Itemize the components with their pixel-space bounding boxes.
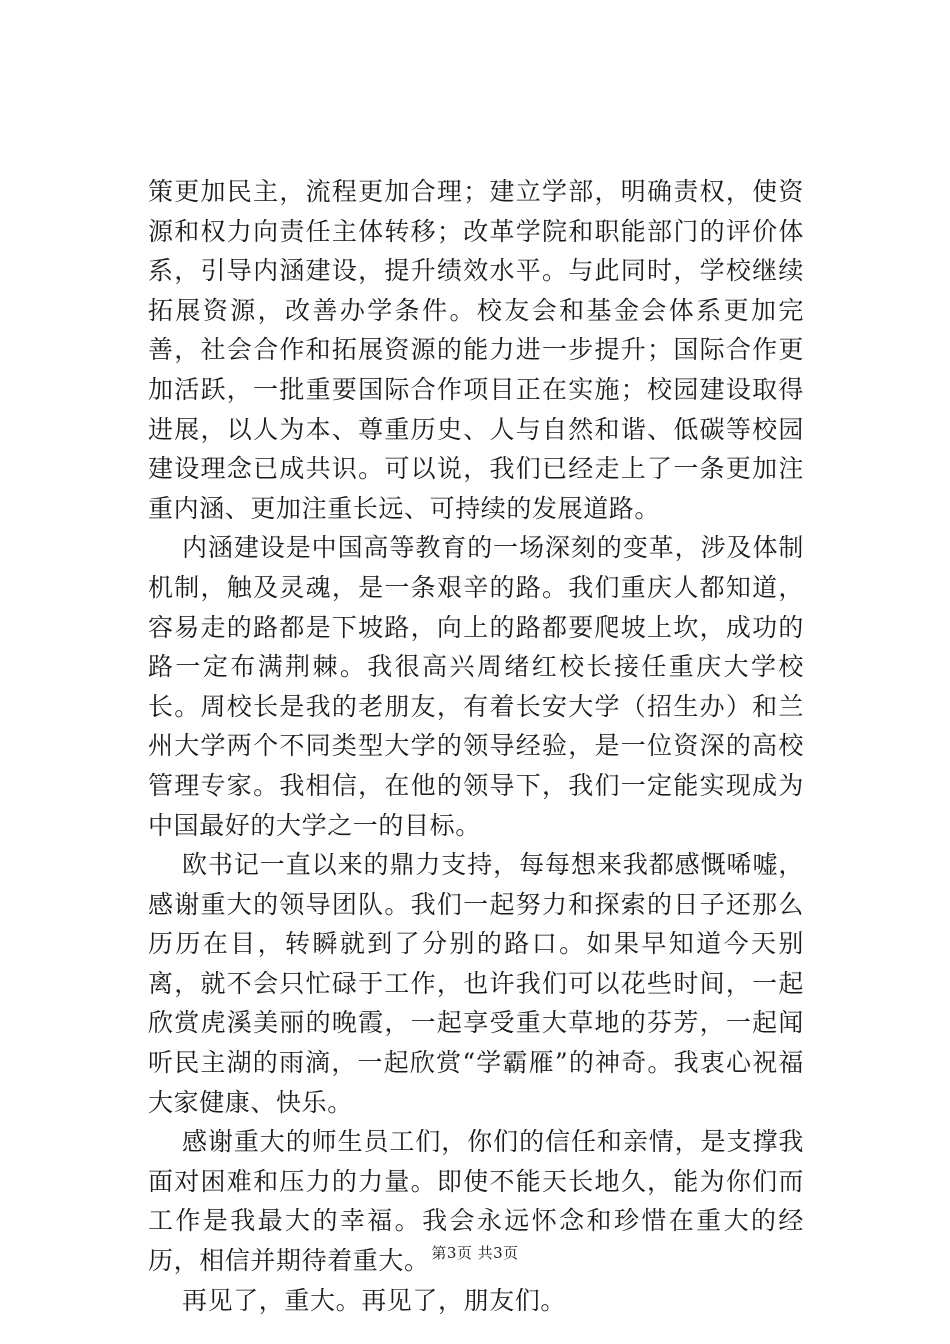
document-body	[148, 172, 804, 1320]
page-number-footer: 第3页 共3页	[431, 1244, 519, 1262]
paragraph-continued: 策更加民主，流程更加合理；建立学部，明确责权，使资源和权力向责任主体转移；改革学院和职能部门的评价体系，引导内涵建设，提升绩效水平。与此同时，学校继续拓展资源，改善办学条件。校友会和基金会体系更加完善，社会合作和拓展资源的能力进一步提升；国际合作更加活跃，一批重要国际合作项目正在实施；校园建设取得进展，以人为本、尊重历史、人与自然和谐、低碳等校园建设理念已成共识。可以说，我们已经走上了一条更加注重内涵、更加注重长远、可持续的发展道路。	[148, 177, 804, 523]
paragraph: 内涵建设是中国高等教育的一场深刻的变革，涉及体制机制，触及灵魂，是一条艰辛的路。我们重庆人都知道，容易走的路都是下坡路，向上的路都要爬坡上坎，成功的路一定布满荆棘。我很高兴周绪红校长接任重庆大学校长。周校长是我的老朋友，有着长安大学（招生办）和兰州大学两个不同类型大学的领导经验，是一位资深的高校管理专家。我相信，在他的领导下，我们一定能实现成为中国最好的大学之一的目标。	[148, 533, 804, 840]
paragraph: 感谢重大的师生员工们，你们的信任和亲情，是支撑我面对困难和压力的力量。即使不能天长地久，能为你们而工作是我最大的幸福。我会永远怀念和珍惜在重大的经历，相信并期待着重大。	[148, 1127, 804, 1276]
paragraph-closing: 再见了，重大。再见了，朋友们。	[182, 1285, 567, 1315]
paragraph: 欧书记一直以来的鼎力支持，每每想来我都感慨唏嘘，感谢重大的领导团队。我们一起努力和探索的日子还那么历历在目，转瞬就到了分别的路口。如果早知道今天别离，就不会只忙碌于工作，也许我们可以花些时间，一起欣赏虎溪美丽的晚霞，一起享受重大草地的芬芳，一起闻听民主湖的雨滴，一起欣赏“学霸雁”的神奇。我衷心祝福大家健康、快乐。	[148, 850, 804, 1117]
